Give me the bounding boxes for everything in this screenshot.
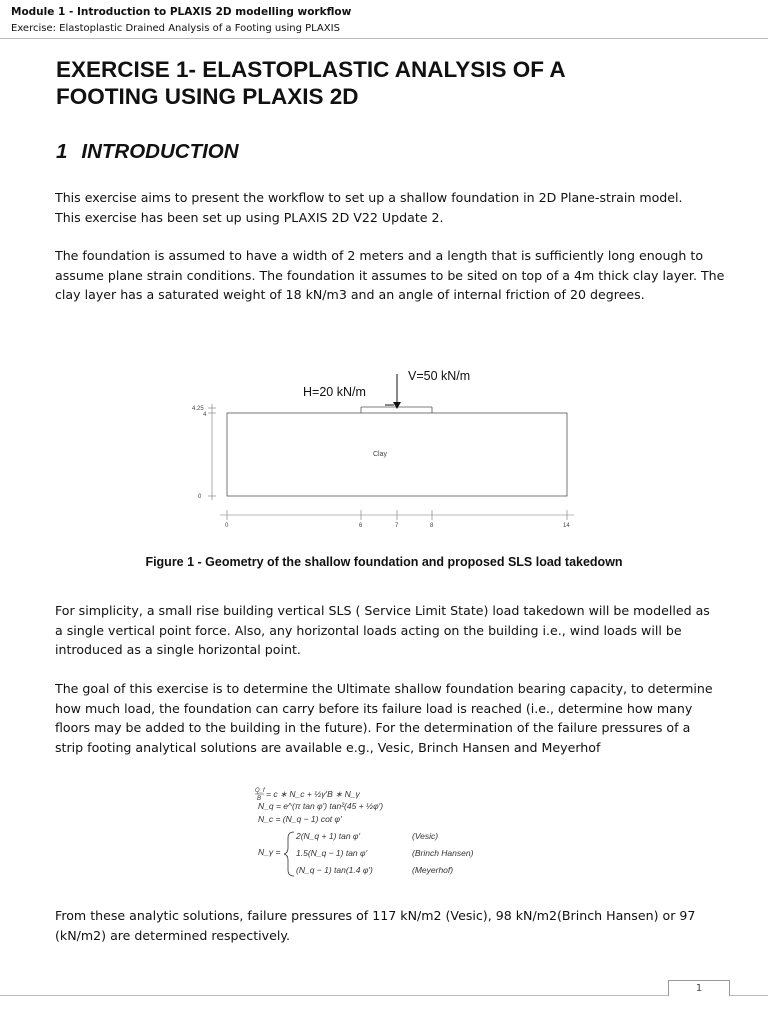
y-tick-label: 4 [203, 412, 207, 418]
eq1-rhs: = c ∗ N_c + ½γ′B ∗ N_γ [266, 789, 360, 799]
paragraph-line: This exercise has been set up using PLAXIS 2D V22 Update 2. [55, 209, 444, 225]
eq3: N_c = (N_q − 1) cot φ′ [258, 814, 342, 824]
paragraph-line: floors may be added to the building in the future). For the determination of the failure pressures of a [55, 720, 691, 736]
cases-brace [284, 832, 294, 876]
paragraph-foundation [55, 246, 725, 305]
paragraph-loads [55, 601, 720, 660]
paragraph-line: The goal of this exercise is to determine the Ultimate shallow foundation bearing capacity, to determine [55, 681, 713, 696]
paragraph-line: This exercise aims to present the workflow to set up a shallow foundation in 2D Plane-strain model. [55, 190, 683, 205]
title-line-1: EXERCISE 1- ELASTOPLASTIC ANALYSIS OF A [56, 57, 566, 82]
paragraph-line: a single vertical point force. Also, any horizontal loads acting on the building i.e., wind loads will be [55, 622, 682, 638]
y-tick-label: 0 [198, 494, 202, 500]
paragraph-line: introduced as a single horizontal point. [55, 642, 301, 658]
paragraph-line: The foundation is assumed to have a width of 2 meters and a length that is sufficiently long enough to [55, 248, 704, 263]
vertical-load-label: V=50 kN/m [408, 369, 471, 383]
page-number: 1 [668, 980, 730, 996]
geometry-figure [170, 360, 590, 535]
case-vesic-expr: 2(N_q + 1) tan φ′ [296, 831, 361, 841]
paragraph-line: assume plane strain conditions. The foundation it assumes to be sited on top of a 4m thick clay layer. The [55, 267, 725, 283]
section-title: INTRODUCTION [81, 140, 239, 163]
footer-divider [0, 995, 768, 996]
x-tick-label: 14 [563, 523, 570, 529]
x-tick-label: 0 [225, 523, 229, 529]
paragraph-line: For simplicity, a small rise building vertical SLS ( Service Limit State) load takedown will be modelled as [55, 603, 710, 618]
running-header-module: Module 1 - Introduction to PLAXIS 2D modelling workflow [11, 6, 352, 18]
section-number: 1 [56, 140, 68, 163]
running-header-exercise: Exercise: Elastoplastic Drained Analysis of a Footing using PLAXIS [11, 23, 340, 34]
paragraph-line: From these analytic solutions, failure pressures of 117 kN/m2 (Vesic), 98 kN/m2(Brinch Hansen) or 97 [55, 908, 696, 923]
header-divider [0, 38, 768, 39]
x-tick-label: 8 [430, 523, 434, 529]
paragraph-results [55, 906, 720, 945]
eq2: N_q = e^(π tan φ′) tan²(45 + ½φ′) [258, 801, 384, 811]
paragraph-intro [55, 188, 720, 227]
bearing-capacity-equations [230, 782, 530, 882]
eq1-lhs-denominator: B [257, 796, 262, 802]
case-brinch-hansen-name: (Brinch Hansen) [412, 848, 474, 858]
paragraph-goal [55, 679, 720, 758]
case-brinch-hansen-expr: 1.5(N_q − 1) tan φ′ [296, 848, 368, 858]
paragraph-line: how much load, the foundation can carry before its failure load is reached (i.e., determine how many [55, 700, 693, 716]
case-meyerhof-name: (Meyerhof) [412, 865, 454, 875]
case-vesic-name: (Vesic) [412, 831, 439, 841]
title-line-2: FOOTING USING PLAXIS 2D [56, 84, 359, 109]
y-tick-label: 4.25 [192, 406, 204, 412]
clay-label: Clay [373, 451, 388, 458]
figure-caption: Figure 1 - Geometry of the shallow foundation and proposed SLS load takedown [145, 555, 623, 569]
vertical-load-arrowhead [393, 402, 401, 409]
clay-layer-box [227, 413, 567, 496]
section-heading [56, 140, 239, 164]
paragraph-line: (kN/m2) are determined respectively. [55, 927, 290, 943]
paragraph-line: clay layer has a saturated weight of 18 kN/m3 and an angle of internal friction of 20 degrees. [55, 287, 645, 303]
paragraph-line: strip footing analytical solutions are available e.g., Vesic, Brinch Hansen and Meyerhof [55, 740, 601, 756]
ngamma-lhs: N_γ = [258, 847, 281, 857]
case-meyerhof-expr: (N_q − 1) tan(1.4 φ′) [296, 865, 373, 875]
document-title [56, 56, 736, 110]
horizontal-load-label: H=20 kN/m [303, 385, 366, 399]
x-tick-label: 7 [395, 523, 399, 529]
eq1-lhs-numerator: Q_f [255, 788, 265, 794]
x-tick-label: 6 [359, 523, 363, 529]
